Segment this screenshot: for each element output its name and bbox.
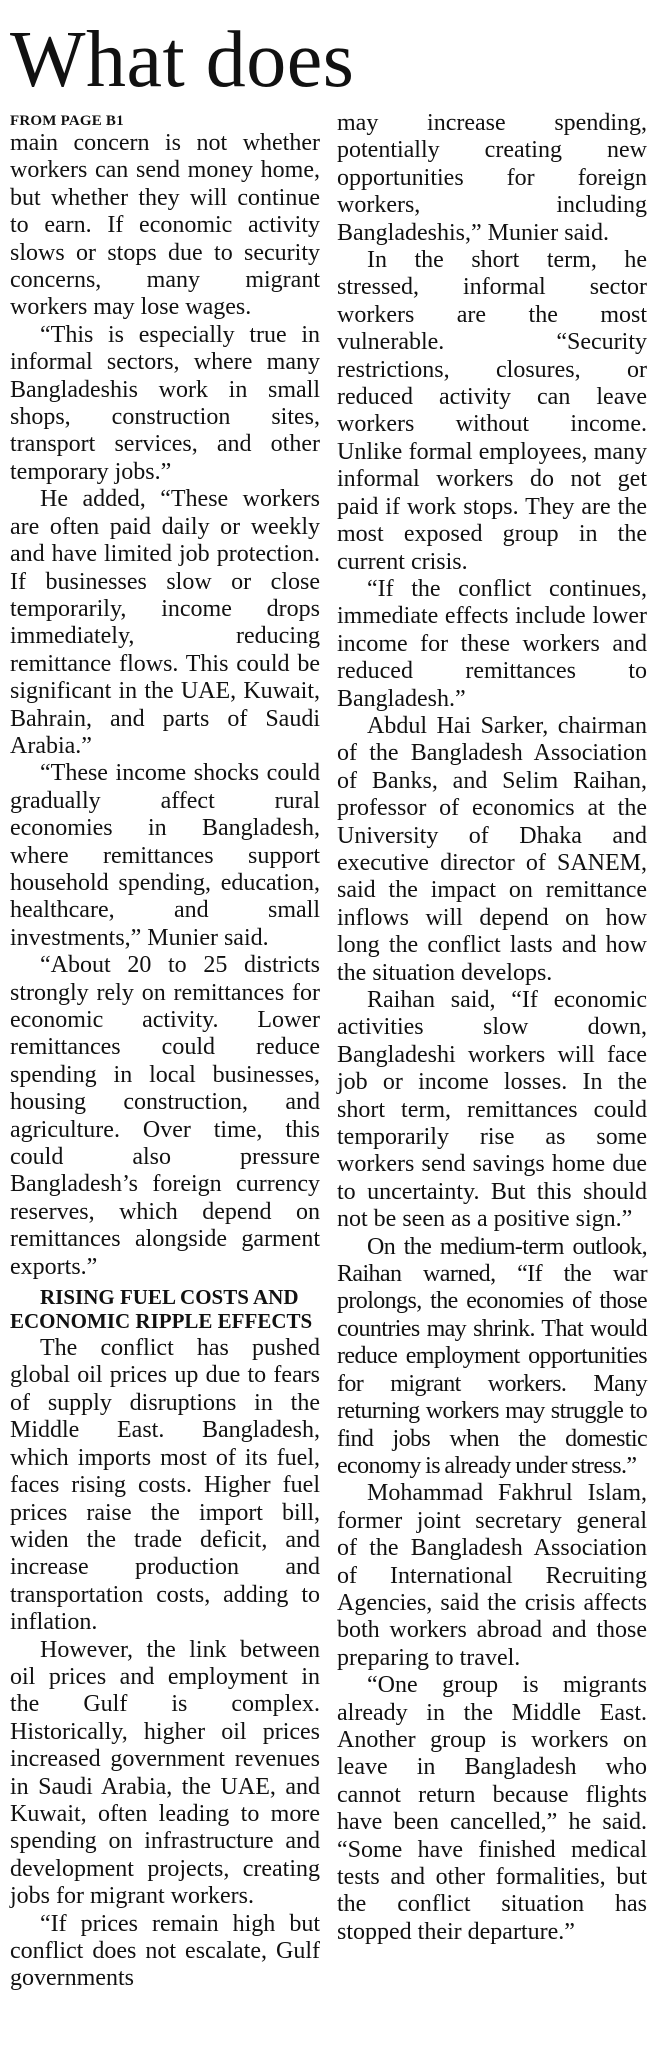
paragraph: Mohammad Fakhrul Islam, former joint secretary general of the Bangladesh Association of International Recruiting Agencies, said the crisis affects both workers abroad and those preparing to travel. (337, 1480, 647, 1671)
paragraph: He added, “These workers are often paid daily or weekly and have limited job protection. If businesses slow or close temporarily, income drops immediately, reducing remittance flows. This could be significant in the UAE, Kuwait, Bahrain, and parts of Saudi Arabia.” (10, 486, 320, 759)
paragraph: “One group is migrants already in the Middle East. Another group is workers on leave in Bangladesh who cannot return because flights have been cancelled,” he said. “Some have finished medical tests and other formalities, but the conflict situation has stopped their departure.” (337, 1672, 647, 1945)
right-column (337, 110, 647, 1946)
paragraph: The conflict has pushed global oil prices up due to fears of supply disruptions in the Middle East. Bangladesh, which imports most of its fuel, faces rising costs. Higher fuel prices raise the import bill, widen the trade deficit, and increase production and transportation costs, adding to inflation. (10, 1335, 320, 1636)
paragraph: Raihan said, “If economic activities slow down, Bangladeshi workers will face job or income losses. In the short term, remittances could temporarily rise as some workers send savings home due to uncertainty. But this should not be seen as a positive sign.” (337, 987, 647, 1233)
subheading: RISING FUEL COSTS AND ECONOMIC RIPPLE EFFECTS (10, 1285, 313, 1334)
paragraph: “About 20 to 25 districts strongly rely on remittances for economic activity. Lower remittances could reduce spending in local businesses, housing construction, and agriculture. Over time, this could also pressure Bangladesh’s foreign currency reserves, which depend on remittances alongside garment exports.” (10, 952, 320, 1280)
paragraph: may increase spending, potentially creating new opportunities for foreign workers, including Bangladeshis,” Munier said. (337, 110, 647, 246)
paragraph: “If the conflict continues, immediate effects include lower income for these workers and reduced remittances to Bangladesh.” (337, 575, 647, 712)
paragraph: However, the link between oil prices and employment in the Gulf is complex. Historically, higher oil prices increased government revenues in Saudi Arabia, the UAE, and Kuwait, often leading to more spending on infrastructure and development projects, creating jobs for migrant workers. (10, 1636, 320, 1910)
paragraph: “These income shocks could gradually affect rural economies in Bangladesh, where remittances support household spending, education, healthcare, and small investments,” Munier said. (10, 760, 320, 951)
left-column (10, 112, 320, 1993)
dateline: FROM PAGE B1 (10, 113, 124, 129)
paragraph: In the short term, he stressed, informal sector workers are the most vulnerable. “Security restrictions, closures, or reduced activity can leave workers without income. Unlike formal employees, many informal workers do not get paid if work stops. They are the most exposed group in the current crisis. (337, 247, 647, 575)
paragraph: Abdul Hai Sarker, chairman of the Bangladesh Association of Banks, and Selim Raihan, professor of economics at the University of Dhaka and executive director of SANEM, said the impact on remittance inflows will depend on how long the conflict lasts and how the situation develops. (337, 712, 647, 986)
paragraph: “If prices remain high but conflict does not escalate, Gulf governments (10, 1910, 320, 1992)
headline: What does (10, 16, 355, 104)
paragraph: main concern is not whether workers can send money home, but whether they will continue to earn. If economic activity slows or stops due to security concerns, many migrant workers may lose wages. (10, 130, 320, 321)
paragraph: “This is especially true in informal sectors, where many Bangladeshis work in small shops, construction sites, transport services, and other temporary jobs.” (10, 321, 320, 485)
paragraph: On the medium-term outlook, Raihan warned, “If the war prolongs, the economies of those countries may shrink. That would reduce employment opportunities for migrant workers. Many returning workers may struggle to find jobs when the domestic economy is already under stress.” (337, 1233, 647, 1479)
